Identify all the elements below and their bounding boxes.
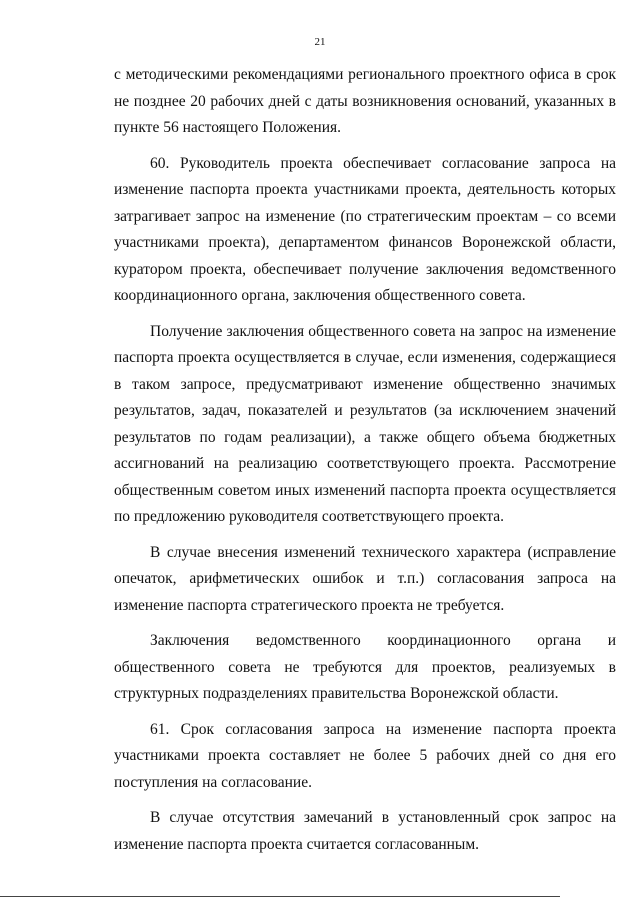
paragraph: Получение заключения общественного совета на запрос на изменение паспорта проекта осуществляется в случае, если изменения, содержащиеся в таком запросе, предусматривают изменение общественно значимых результатов, задач, показателей и результатов (за исключением значений результатов по годам реализации), а также общего объема бюджетных ассигнований на реализацию соответствующего проекта. Рассмотрение общественным советом иных изменений паспорта проекта осуществляется по предложению руководителя соответствующего проекта. [114, 322, 616, 525]
paragraph: с методическими рекомендациями регионального проектного офиса в срок не позднее 20 рабочих дней с даты возникновения оснований, указанных в пункте 56 настоящего Положения. [114, 66, 616, 136]
paragraph: 61. Срок согласования запроса на изменение паспорта проекта участниками проекта составляет не более 5 рабочих дней со дня его поступления на согласование. [114, 720, 616, 791]
paragraph: 60. Руководитель проекта обеспечивает согласование запроса на изменение паспорта проекта участниками проекта, деятельность которых затрагивает запрос на изменение (по стратегическим проектам – со всеми участниками проекта), департаментом финансов Воронежской области, куратором проекта, обеспечивает получение заключения ведомственного координационного органа, заключения общественного совета. [114, 154, 616, 304]
document-body [114, 62, 616, 867]
paragraph: В случае внесения изменений технического характера (исправление опечаток, арифметических ошибок и т.п.) согласования запроса на изменение паспорта стратегического проекта не требуется. [114, 543, 616, 614]
footer-rule [0, 896, 560, 897]
page-number: 21 [314, 36, 326, 48]
paragraph: Заключения ведомственного координационного органа и общественного совета не требуются для проектов, реализуемых в структурных подразделениях правительства Воронежской области. [114, 632, 616, 702]
paragraph: В случае отсутствия замечаний в установленный срок запрос на изменение паспорта проекта считается согласованным. [114, 809, 616, 853]
